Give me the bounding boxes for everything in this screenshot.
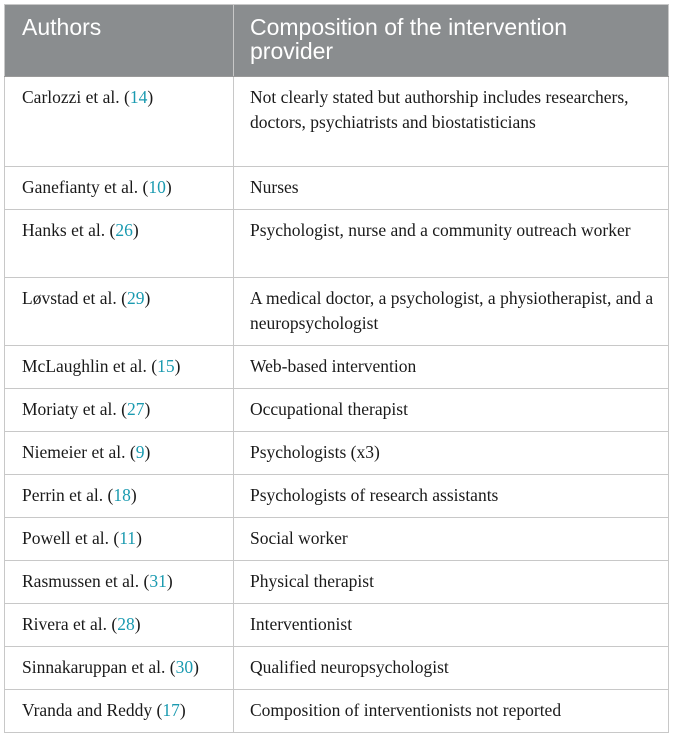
- table-row: [5, 604, 669, 647]
- author-cell: Sinnakaruppan et al. (30): [5, 647, 234, 690]
- reference-link[interactable]: 31: [149, 571, 167, 591]
- author-cell: Hanks et al. (26): [5, 210, 234, 278]
- provider-cell: A medical doctor, a psychologist, a physiotherapist, and a neuropsychologist: [234, 278, 669, 346]
- reference-link[interactable]: 30: [175, 657, 194, 677]
- author-cell: McLaughlin et al. (15): [5, 346, 234, 389]
- author-name: Løvstad et al.: [22, 288, 117, 308]
- table-row: [5, 167, 669, 210]
- provider-cell: Psychologist, nurse and a community outreach worker: [234, 210, 669, 278]
- table-row: [5, 518, 669, 561]
- author-cell: Ganefianty et al. (10): [5, 167, 234, 210]
- author-name: Rivera et al.: [22, 614, 108, 634]
- table-row: [5, 278, 669, 346]
- author-name: Niemeier et al.: [22, 442, 126, 462]
- provider-cell: Composition of interventionists not reported: [234, 690, 669, 733]
- table-header: [5, 5, 669, 77]
- author-name: Perrin et al.: [22, 485, 104, 505]
- author-name: Powell et al.: [22, 528, 109, 548]
- provider-cell: Qualified neuropsychologist: [234, 647, 669, 690]
- reference-link[interactable]: 28: [117, 614, 135, 634]
- provider-cell: Interventionist: [234, 604, 669, 647]
- table-row: [5, 346, 669, 389]
- reference-link[interactable]: 18: [113, 485, 131, 505]
- header-row: [5, 5, 669, 77]
- reference-link[interactable]: 17: [162, 700, 180, 720]
- author-cell: Vranda and Reddy (17): [5, 690, 234, 733]
- intervention-provider-table-container: [4, 4, 668, 733]
- table-row: [5, 475, 669, 518]
- header-authors: Authors: [5, 5, 234, 77]
- table-row: [5, 77, 669, 167]
- author-cell: Perrin et al. (18): [5, 475, 234, 518]
- author-name: Sinnakaruppan et al.: [22, 657, 166, 677]
- table-row: [5, 432, 669, 475]
- reference-link[interactable]: 10: [148, 177, 166, 197]
- author-name: Carlozzi et al.: [22, 87, 120, 107]
- author-name: Rasmussen et al.: [22, 571, 140, 591]
- reference-link[interactable]: 14: [129, 87, 148, 107]
- table-row: [5, 647, 669, 690]
- provider-cell: Occupational therapist: [234, 389, 669, 432]
- author-cell: Rasmussen et al. (31): [5, 561, 234, 604]
- reference-link[interactable]: 26: [115, 220, 133, 240]
- provider-cell: Web-based intervention: [234, 346, 669, 389]
- header-composition: Composition of the intervention provider: [234, 5, 669, 77]
- provider-cell: Social worker: [234, 518, 669, 561]
- table-row: [5, 210, 669, 278]
- author-cell: Powell et al. (11): [5, 518, 234, 561]
- reference-link[interactable]: 29: [126, 288, 145, 308]
- reference-link[interactable]: 27: [126, 399, 145, 419]
- author-cell: Moriaty et al. (27): [5, 389, 234, 432]
- author-name: Moriaty et al.: [22, 399, 117, 419]
- table-row: [5, 690, 669, 733]
- author-name: McLaughlin et al.: [22, 356, 147, 376]
- provider-cell: Psychologists of research assistants: [234, 475, 669, 518]
- table-row: [5, 389, 669, 432]
- intervention-provider-table: [4, 4, 669, 733]
- table-body: [5, 77, 669, 733]
- table-row: [5, 561, 669, 604]
- author-cell: Løvstad et al. (29): [5, 278, 234, 346]
- provider-cell: Psychologists (x3): [234, 432, 669, 475]
- author-name: Vranda and Reddy: [22, 700, 153, 720]
- author-name: Ganefianty et al.: [22, 177, 139, 197]
- author-name: Hanks et al.: [22, 220, 106, 240]
- provider-cell: Nurses: [234, 167, 669, 210]
- provider-cell: Physical therapist: [234, 561, 669, 604]
- provider-cell: Not clearly stated but authorship includes researchers, doctors, psychiatrists and biostatisticians: [234, 77, 669, 167]
- author-cell: Rivera et al. (28): [5, 604, 234, 647]
- author-cell: Carlozzi et al. (14): [5, 77, 234, 167]
- reference-link[interactable]: 9: [135, 442, 145, 462]
- reference-link[interactable]: 15: [157, 356, 175, 376]
- reference-link[interactable]: 11: [119, 528, 137, 548]
- author-cell: Niemeier et al. (9): [5, 432, 234, 475]
